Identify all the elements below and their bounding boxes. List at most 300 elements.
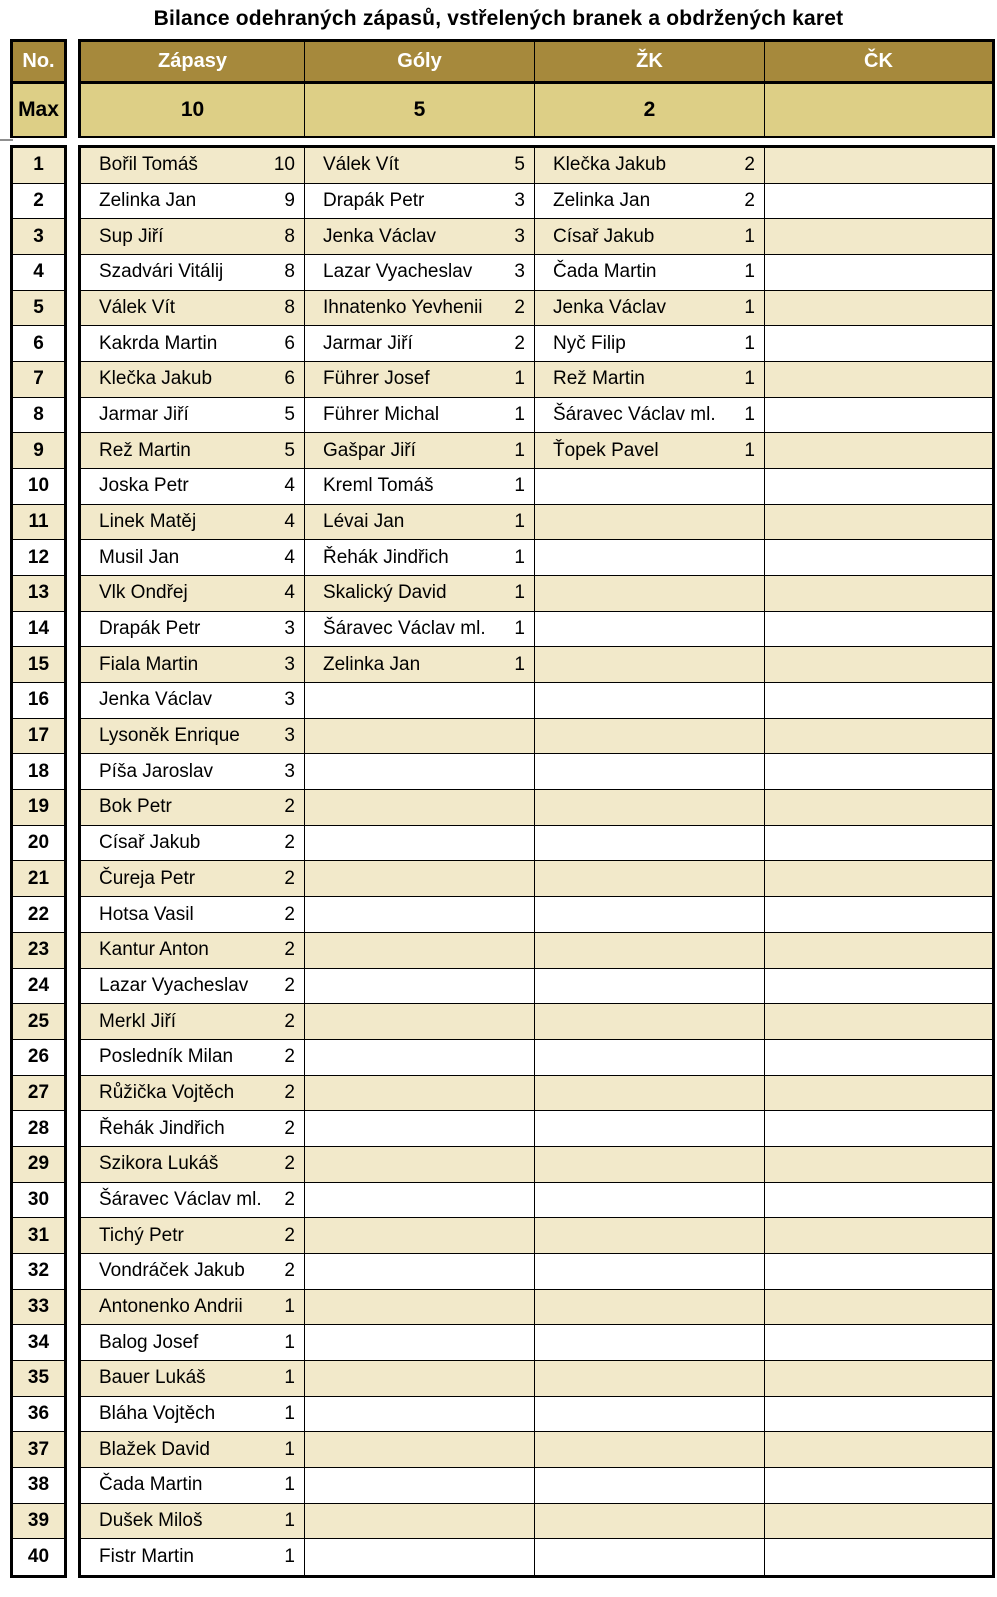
player-name: Drapák Petr [323,190,425,211]
cell-zapasy [81,1397,305,1433]
cell-goly [305,933,535,969]
stat-value: 1 [514,511,525,533]
cell-ck [765,1004,992,1040]
cell-zapasy [81,1218,305,1254]
cell-zapasy [81,1004,305,1040]
cell-zk [535,255,765,291]
player-name: Fiala Martin [99,653,199,675]
player-name: Szikora Lukáš [99,1153,219,1175]
cell-goly [305,1076,535,1112]
stat-value: 2 [284,1188,295,1210]
player-name: Klečka Jakub [553,154,667,176]
cell-zk [535,1147,765,1183]
stat-value: 1 [744,368,755,390]
cell-zk [535,1504,765,1540]
player-name: Kantur Anton [99,939,209,961]
player-name: Zelinka Jan [553,190,651,211]
stat-value: 4 [284,582,295,604]
stat-value: 1 [744,297,755,319]
max-value-zapasy: 10 [81,84,305,136]
cell-ck [765,219,992,255]
cell-zk [535,826,765,862]
row-number: 30 [13,1183,64,1219]
cell-ck [765,1183,992,1219]
cell-goly [305,969,535,1005]
stat-value: 3 [284,760,295,782]
stat-value: 2 [284,1153,295,1175]
stat-value: 1 [284,1402,295,1424]
cell-goly [305,255,535,291]
cell-zapasy [81,505,305,541]
cell-ck [765,1325,992,1361]
row-number: 12 [13,540,64,576]
cell-zk [535,1218,765,1254]
stat-value: 2 [284,1081,295,1103]
cell-zk [535,933,765,969]
stat-value: 1 [284,1509,295,1531]
player-name: Kakrda Martin [99,332,218,354]
player-name: Posledník Milan [99,1046,234,1068]
cell-ck [765,1361,992,1397]
cell-ck [765,1111,992,1147]
row-number: 22 [13,897,64,933]
cell-zapasy [81,576,305,612]
cell-zk [535,1361,765,1397]
player-name: Bláha Vojtěch [99,1402,216,1424]
stat-value: 10 [273,154,295,176]
stat-value: 1 [284,1295,295,1317]
player-name: Vondráček Jakub [99,1260,245,1282]
stat-value: 2 [744,190,755,211]
column-header-zk: ŽK [535,42,765,84]
stat-value: 8 [284,225,295,247]
stat-value: 2 [284,1117,295,1139]
cell-zapasy [81,398,305,434]
row-number: 14 [13,612,64,648]
cell-zk [535,540,765,576]
player-name: Bauer Lukáš [99,1367,206,1389]
player-name: Píša Jaroslav [99,760,214,782]
cell-zapasy [81,933,305,969]
cell-ck [765,255,992,291]
player-name: Zelinka Jan [99,190,197,211]
cell-zk [535,1432,765,1468]
stat-value: 3 [514,225,525,247]
player-name: Lysoněk Enrique [99,725,240,747]
cell-ck [765,540,992,576]
player-name: Blažek David [99,1438,210,1460]
cell-goly [305,540,535,576]
cell-zapasy [81,1040,305,1076]
cell-zapasy [81,612,305,648]
row-number: 8 [13,398,64,434]
cell-goly [305,576,535,612]
cell-ck [765,1432,992,1468]
cell-ck [765,1290,992,1326]
column-header-ck: ČK [765,42,992,84]
row-number: 35 [13,1361,64,1397]
player-name: Nyč Filip [553,332,626,354]
row-number: 26 [13,1040,64,1076]
stat-value: 5 [284,404,295,426]
cell-ck [765,1539,992,1575]
player-name: Ťopek Pavel [553,439,659,461]
cell-zk [535,576,765,612]
stat-value: 1 [284,1474,295,1496]
player-name: Řehák Jindřich [323,546,449,568]
stat-value: 9 [284,190,295,211]
cell-zapasy [81,1325,305,1361]
row-number: 18 [13,754,64,790]
player-name: Jarmar Jiří [99,404,189,426]
cell-zk [535,861,765,897]
no-column-header: No. [13,42,64,84]
cell-ck [765,647,992,683]
cell-ck [765,790,992,826]
cell-zk [535,719,765,755]
cell-zk [535,469,765,505]
player-name: Kreml Tomáš [323,475,434,497]
player-name: Čureja Petr [99,867,196,889]
cell-zapasy [81,255,305,291]
row-number: 3 [13,219,64,255]
stat-value: 1 [284,1438,295,1460]
cell-goly [305,1147,535,1183]
cell-zk [535,1468,765,1504]
cell-ck [765,469,992,505]
stat-value: 1 [284,1367,295,1389]
stat-value: 2 [514,332,525,354]
row-number: 31 [13,1218,64,1254]
cell-goly [305,398,535,434]
stat-value: 4 [284,475,295,497]
player-name: Sup Jiří [99,225,164,247]
cell-zapasy [81,719,305,755]
row-number: 29 [13,1147,64,1183]
player-name: Válek Vít [99,297,176,319]
cell-zk [535,612,765,648]
cell-ck [765,612,992,648]
stat-value: 2 [284,1010,295,1032]
no-column-header-box [10,39,67,138]
row-number: 38 [13,1468,64,1504]
cell-zk [535,184,765,220]
player-name: Šáravec Václav ml. [99,1188,262,1210]
row-number: 7 [13,362,64,398]
cell-zapasy [81,1111,305,1147]
player-name: Rež Martin [99,439,191,461]
cell-zk [535,362,765,398]
row-number: 34 [13,1325,64,1361]
player-name: Šáravec Václav ml. [553,404,716,426]
cell-zk [535,1290,765,1326]
cell-goly [305,219,535,255]
cell-goly [305,505,535,541]
player-name: Bok Petr [99,796,172,818]
cell-zk [535,1183,765,1219]
cell-ck [765,433,992,469]
player-name: Tichý Petr [99,1224,184,1246]
player-name: Lazar Vyacheslav [99,974,249,996]
cell-goly [305,1361,535,1397]
cell-zapasy [81,1254,305,1290]
cell-zk [535,647,765,683]
row-number: 5 [13,291,64,327]
stat-value: 1 [514,582,525,604]
player-name: Lazar Vyacheslav [323,261,473,283]
cell-goly [305,469,535,505]
cell-ck [765,897,992,933]
cell-zk [535,790,765,826]
row-number: 23 [13,933,64,969]
stat-value: 2 [284,974,295,996]
cell-zapasy [81,861,305,897]
cell-ck [765,1076,992,1112]
left-margin-tick-decoration [0,139,13,141]
cell-zapasy [81,1468,305,1504]
cell-ck [765,1040,992,1076]
row-number-column [10,145,67,1578]
player-name: Gašpar Jiří [323,439,416,461]
row-number: 16 [13,683,64,719]
cell-zapasy [81,291,305,327]
stat-value: 5 [514,154,525,176]
cell-goly [305,326,535,362]
cell-goly [305,1254,535,1290]
row-number: 37 [13,1432,64,1468]
cell-goly [305,184,535,220]
cell-goly [305,433,535,469]
cell-goly [305,647,535,683]
player-name: Jenka Václav [323,225,437,247]
player-name: Merkl Jiří [99,1010,177,1032]
cell-ck [765,1468,992,1504]
stat-value: 1 [284,1546,295,1568]
cell-goly [305,1218,535,1254]
row-number: 17 [13,719,64,755]
cell-goly [305,1397,535,1433]
cell-ck [765,1147,992,1183]
stat-value: 2 [284,903,295,925]
cell-goly [305,826,535,862]
player-name: Balog Josef [99,1331,199,1353]
cell-goly [305,1539,535,1575]
stat-value: 2 [284,832,295,854]
player-name: Drapák Petr [99,618,201,640]
player-name: Dušek Miloš [99,1509,203,1531]
cell-zk [535,1397,765,1433]
main-table-header-box [78,39,995,138]
row-number: 25 [13,1004,64,1040]
row-number: 11 [13,505,64,541]
cell-goly [305,1004,535,1040]
cell-zapasy [81,1147,305,1183]
stat-value: 1 [514,653,525,675]
player-name: Čada Martin [99,1474,203,1496]
cell-zapasy [81,469,305,505]
player-name: Císař Jakub [99,832,201,854]
player-name: Führer Josef [323,368,430,390]
player-name: Jarmar Jiří [323,332,413,354]
cell-goly [305,291,535,327]
stat-value: 2 [284,1046,295,1068]
cell-goly [305,754,535,790]
cell-zk [535,1539,765,1575]
row-number: 2 [13,184,64,220]
cell-ck [765,826,992,862]
row-number: 10 [13,469,64,505]
stat-value: 1 [514,546,525,568]
cell-goly [305,683,535,719]
stat-value: 1 [514,368,525,390]
stat-value: 6 [284,332,295,354]
cell-ck [765,326,992,362]
cell-zapasy [81,826,305,862]
stat-value: 1 [514,439,525,461]
cell-ck [765,683,992,719]
row-number: 6 [13,326,64,362]
row-number: 24 [13,969,64,1005]
cell-goly [305,1111,535,1147]
cell-goly [305,719,535,755]
stat-value: 2 [284,1260,295,1282]
cell-zapasy [81,362,305,398]
cell-goly [305,148,535,184]
cell-zk [535,683,765,719]
row-number: 39 [13,1504,64,1540]
cell-zapasy [81,897,305,933]
player-name: Válek Vít [323,154,400,176]
player-name: Růžička Vojtěch [99,1081,235,1103]
player-name: Antonenko Andrii [99,1295,243,1317]
stat-value: 5 [284,439,295,461]
row-number: 20 [13,826,64,862]
cell-ck [765,754,992,790]
row-number: 40 [13,1539,64,1575]
cell-zapasy [81,1183,305,1219]
cell-ck [765,1504,992,1540]
player-name: Řehák Jindřich [99,1117,225,1139]
player-name: Šáravec Václav ml. [323,618,486,640]
player-name: Linek Matěj [99,511,197,533]
max-value-ck [765,84,992,136]
cell-zapasy [81,219,305,255]
cell-zapasy [81,1076,305,1112]
player-name: Jenka Václav [553,297,667,319]
row-number: 27 [13,1076,64,1112]
row-number: 15 [13,647,64,683]
cell-zapasy [81,148,305,184]
cell-zk [535,1111,765,1147]
cell-ck [765,933,992,969]
cell-zk [535,1004,765,1040]
cell-zk [535,398,765,434]
cell-goly [305,1432,535,1468]
cell-zk [535,1325,765,1361]
cell-zapasy [81,1539,305,1575]
cell-zapasy [81,433,305,469]
cell-ck [765,291,992,327]
row-number: 32 [13,1254,64,1290]
player-name: Rež Martin [553,368,645,390]
stat-value: 3 [514,190,525,211]
player-name: Lévai Jan [323,511,405,533]
stat-value: 3 [514,261,525,283]
stat-value: 3 [284,618,295,640]
stat-value: 1 [744,261,755,283]
player-name: Čada Martin [553,261,657,283]
row-number: 33 [13,1290,64,1326]
row-number: 21 [13,861,64,897]
max-value-goly: 5 [305,84,535,136]
cell-zapasy [81,540,305,576]
cell-zapasy [81,1432,305,1468]
cell-ck [765,398,992,434]
cell-goly [305,1325,535,1361]
cell-zapasy [81,754,305,790]
cell-zapasy [81,969,305,1005]
cell-ck [765,1218,992,1254]
max-value-zk: 2 [535,84,765,136]
stat-value: 1 [744,439,755,461]
cell-goly [305,1183,535,1219]
stat-value: 2 [514,297,525,319]
player-name: Klečka Jakub [99,368,213,390]
cell-ck [765,505,992,541]
stat-value: 2 [284,796,295,818]
cell-zapasy [81,326,305,362]
cell-goly [305,1468,535,1504]
cell-ck [765,1397,992,1433]
stat-value: 8 [284,297,295,319]
cell-ck [765,969,992,1005]
player-name: Hotsa Vasil [99,903,194,925]
player-name: Ihnatenko Yevhenii [323,297,483,319]
cell-goly [305,897,535,933]
cell-goly [305,1040,535,1076]
cell-ck [765,861,992,897]
stat-value: 3 [284,689,295,711]
cell-zk [535,897,765,933]
cell-zapasy [81,683,305,719]
cell-ck [765,1254,992,1290]
row-number: 36 [13,1397,64,1433]
cell-goly [305,790,535,826]
cell-ck [765,362,992,398]
stat-value: 2 [284,867,295,889]
stat-value: 1 [744,404,755,426]
cell-zk [535,291,765,327]
stat-value: 6 [284,368,295,390]
page-title: Bilance odehraných zápasů, vstřelených branek a obdržených karet [153,7,844,30]
player-name: Joska Petr [99,475,189,497]
column-header-goly: Góly [305,42,535,84]
stat-value: 2 [744,154,755,176]
player-name: Vlk Ondřej [99,582,188,604]
stat-value: 1 [744,332,755,354]
stat-value: 3 [284,725,295,747]
row-number: 13 [13,576,64,612]
cell-zapasy [81,1361,305,1397]
max-label-cell: Max [13,84,64,136]
player-name: Führer Michal [323,404,440,426]
cell-zapasy [81,184,305,220]
player-name: Fistr Martin [99,1546,194,1568]
row-number: 1 [13,148,64,184]
player-name: Císař Jakub [553,225,655,247]
column-header-zapasy: Zápasy [81,42,305,84]
player-name: Jenka Václav [99,689,213,711]
